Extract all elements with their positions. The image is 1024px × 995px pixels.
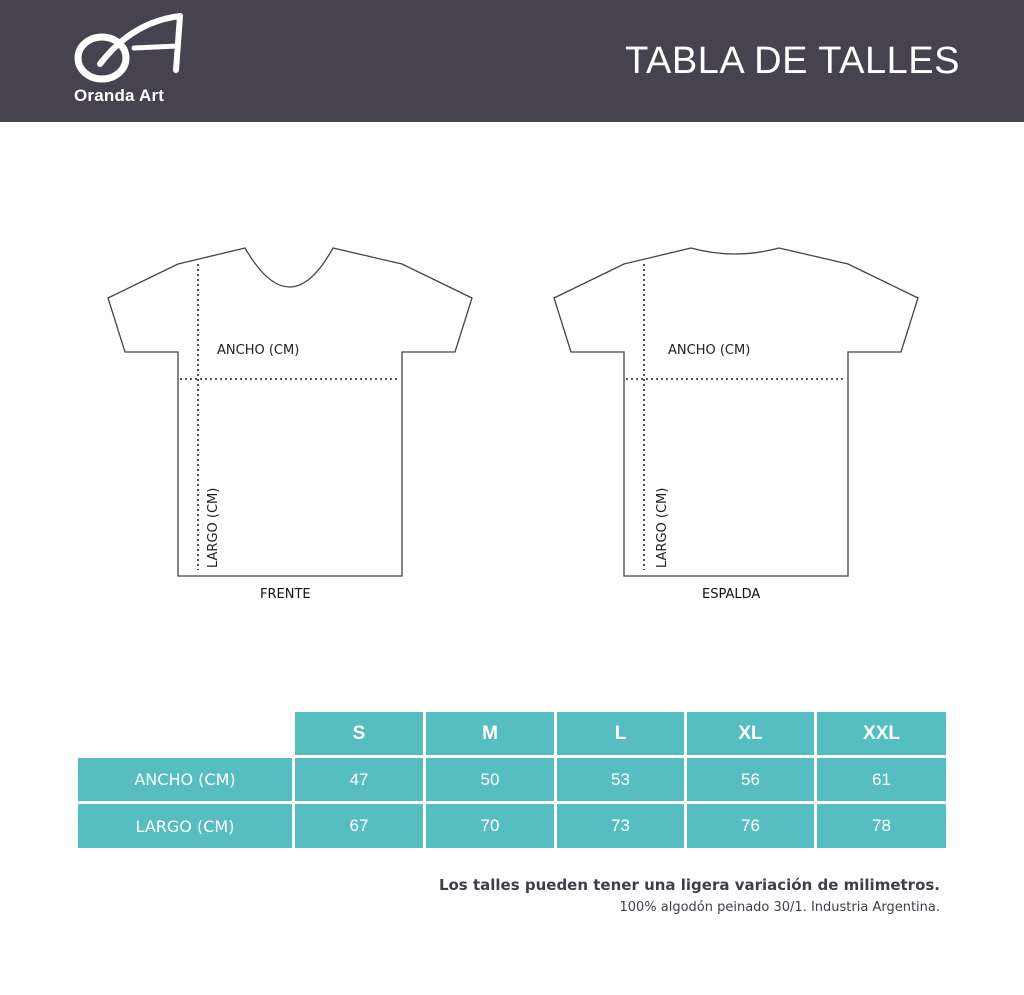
row-label-ancho: ANCHO (CM) bbox=[78, 758, 292, 801]
back-shirt-outline bbox=[554, 248, 918, 576]
page-title: TABLA DE TALLES bbox=[625, 40, 960, 82]
back-caption: ESPALDA bbox=[702, 587, 761, 602]
brand-name: Oranda Art bbox=[74, 86, 165, 105]
size-header-xxl: XXL bbox=[817, 712, 946, 755]
largo-xxl-cell: 78 bbox=[817, 804, 946, 848]
material-note: 100% algodón peinado 30/1. Industria Argentina. bbox=[619, 900, 940, 915]
shirt-diagrams bbox=[0, 230, 1024, 590]
row-label-largo: LARGO (CM) bbox=[78, 804, 292, 848]
largo-s-cell: 67 bbox=[295, 804, 423, 848]
front-shirt-outline bbox=[108, 248, 472, 576]
front-length-label: LARGO (CM) bbox=[206, 487, 221, 568]
ancho-xxl-cell: 61 bbox=[817, 758, 946, 801]
ancho-m-cell: 50 bbox=[426, 758, 554, 801]
variation-note: Los talles pueden tener una ligera variación de milimetros. bbox=[438, 876, 940, 894]
ancho-s-cell: 47 bbox=[295, 758, 423, 801]
largo-m-cell: 70 bbox=[426, 804, 554, 848]
header-bar bbox=[0, 0, 1024, 122]
size-header-xl: XL bbox=[687, 712, 814, 755]
size-header-m: M bbox=[426, 712, 554, 755]
ancho-l-cell: 53 bbox=[557, 758, 684, 801]
back-width-label: ANCHO (CM) bbox=[668, 343, 751, 358]
front-caption: FRENTE bbox=[260, 587, 311, 602]
size-header-s: S bbox=[295, 712, 423, 755]
front-width-label: ANCHO (CM) bbox=[217, 343, 300, 358]
size-header-l: L bbox=[557, 712, 684, 755]
oranda-logo-icon bbox=[72, 12, 188, 86]
back-length-label: LARGO (CM) bbox=[655, 487, 670, 568]
largo-l-cell: 73 bbox=[557, 804, 684, 848]
largo-xl-cell: 76 bbox=[687, 804, 814, 848]
ancho-xl-cell: 56 bbox=[687, 758, 814, 801]
